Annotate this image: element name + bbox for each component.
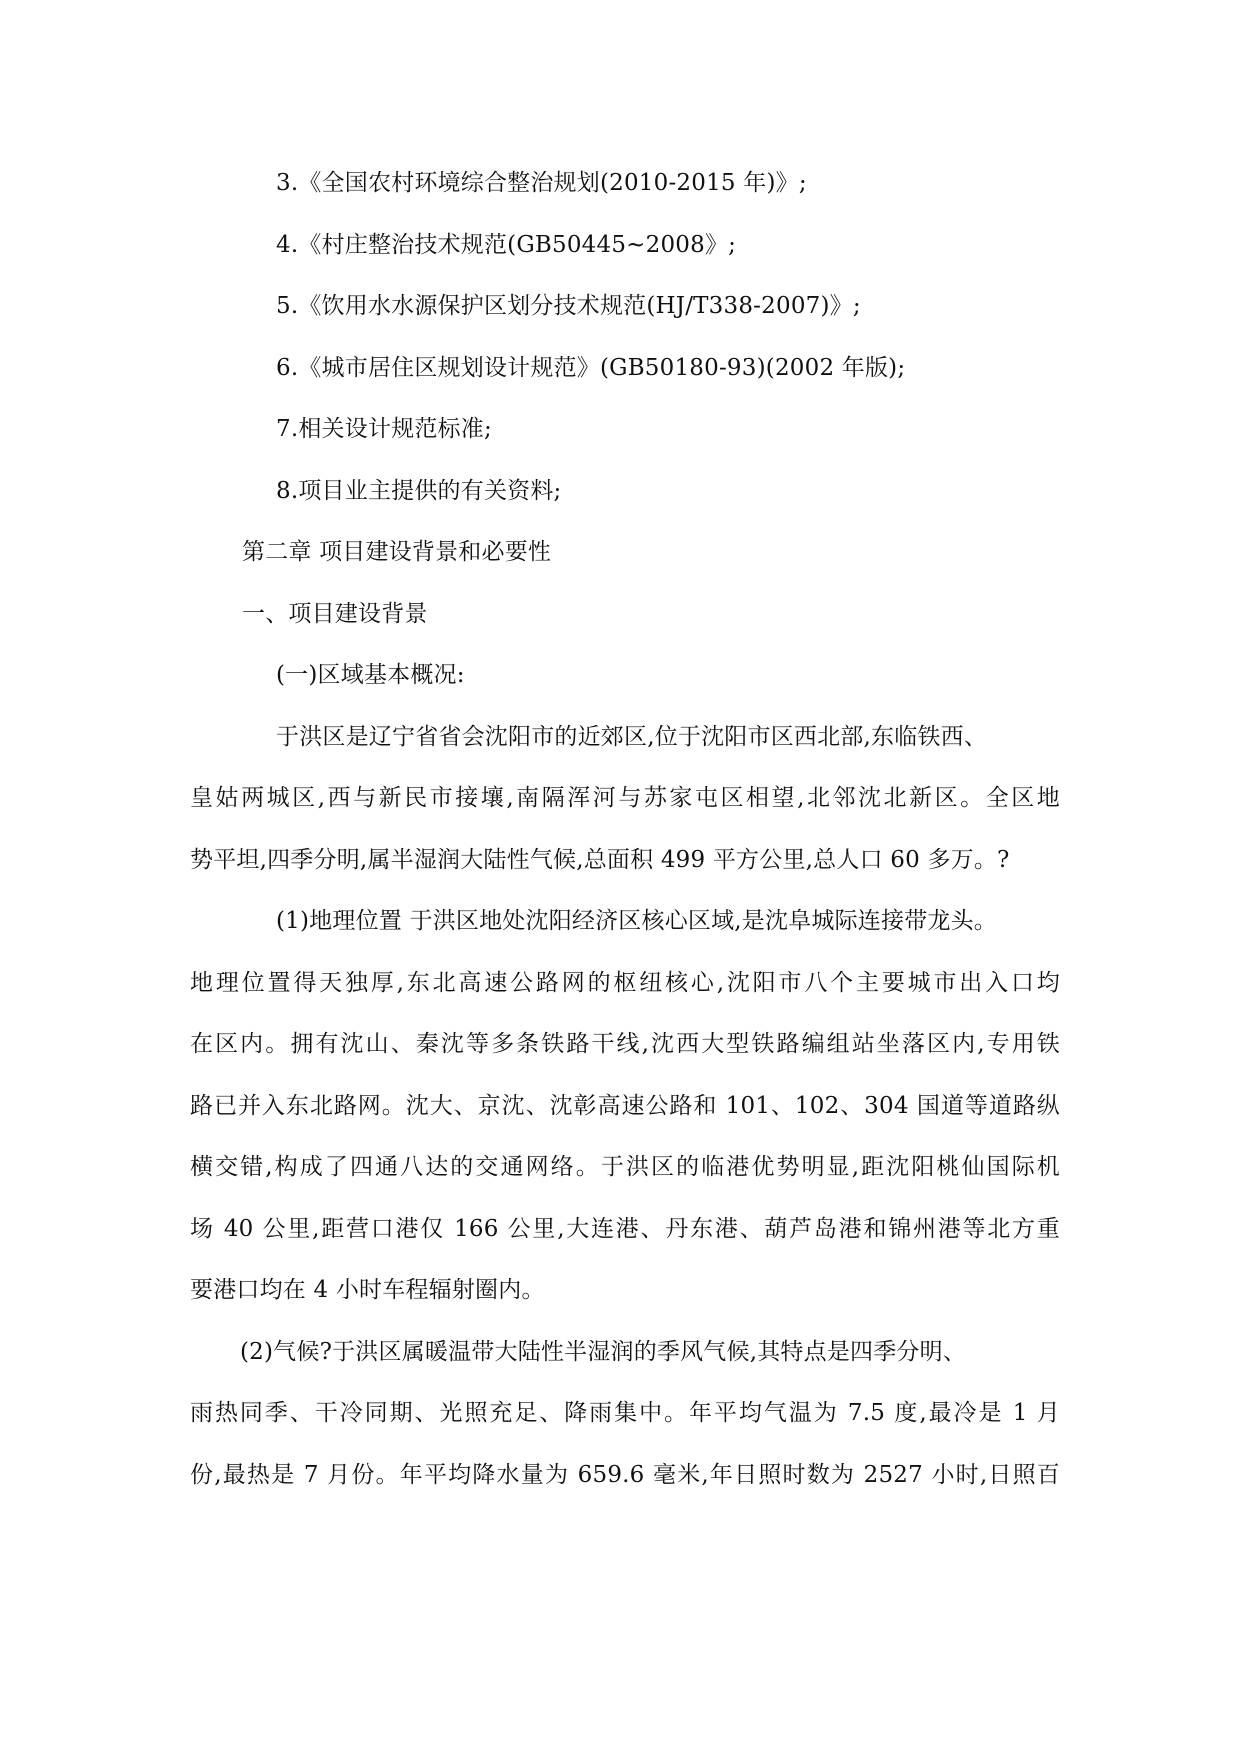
paragraph-line: (2)气候?于洪区属暖温带大陆性半湿润的季风气候,其特点是四季分明、 bbox=[240, 1339, 967, 1365]
paragraph-line: 场 40 公里,距营口港仅 166 公里,大连港、丹东港、葫芦岛港和锦州港等北方重 bbox=[190, 1216, 1060, 1242]
paragraph-line: 皇姑两城区,西与新民市接壤,南隔浑河与苏家屯区相望,北邻沈北新区。全区地 bbox=[190, 785, 1060, 811]
paragraph-line: 势平坦,四季分明,属半湿润大陆性气候,总面积 499 平方公里,总人口 60 多万。? bbox=[190, 847, 1010, 873]
paragraph-line: (1)地理位置 于洪区地处沈阳经济区核心区域,是沈阜城际连接带龙头。 bbox=[276, 908, 998, 934]
paragraph-line: 地理位置得天独厚,东北高速公路网的枢纽核心,沈阳市八个主要城市出入口均 bbox=[190, 970, 1060, 996]
paragraph-line: 在区内。拥有沈山、秦沈等多条铁路干线,沈西大型铁路编组站坐落区内,专用铁 bbox=[190, 1031, 1060, 1057]
reference-item-3: 3.《全国农村环境综合整治规划(2010-2015 年)》; bbox=[276, 170, 807, 196]
reference-item-8: 8.项目业主提供的有关资料; bbox=[276, 478, 562, 504]
subsection-title: (一)区域基本概况: bbox=[276, 662, 465, 688]
section-title: 一、项目建设背景 bbox=[242, 601, 428, 627]
paragraph-line: 份,最热是 7 月份。年平均降水量为 659.6 毫米,年日照时数为 2527 小时,日照百 bbox=[190, 1462, 1060, 1488]
paragraph-line: 横交错,构成了四通八达的交通网络。于洪区的临港优势明显,距沈阳桃仙国际机 bbox=[190, 1154, 1060, 1180]
reference-item-4: 4.《村庄整治技术规范(GB50445~2008》; bbox=[276, 232, 737, 258]
paragraph-line: 路已并入东北路网。沈大、京沈、沈彰高速公路和 101、102、304 国道等道路纵 bbox=[190, 1093, 1060, 1119]
paragraph-line: 于洪区是辽宁省省会沈阳市的近郊区,位于沈阳市区西北部,东临铁西、 bbox=[276, 724, 988, 750]
paragraph-line: 雨热同季、干冷同期、光照充足、降雨集中。年平均气温为 7.5 度,最冷是 1 月 bbox=[190, 1400, 1060, 1426]
paragraph-line: 要港口均在 4 小时车程辐射圈内。 bbox=[190, 1277, 545, 1303]
reference-item-7: 7.相关设计规范标准; bbox=[276, 416, 492, 442]
chapter-title: 第二章 项目建设背景和必要性 bbox=[242, 539, 552, 565]
reference-item-6: 6.《城市居住区规划设计规范》(GB50180-93)(2002 年版); bbox=[276, 355, 906, 381]
reference-item-5: 5.《饮用水水源保护区划分技术规范(HJ/T338-2007)》; bbox=[276, 293, 861, 319]
